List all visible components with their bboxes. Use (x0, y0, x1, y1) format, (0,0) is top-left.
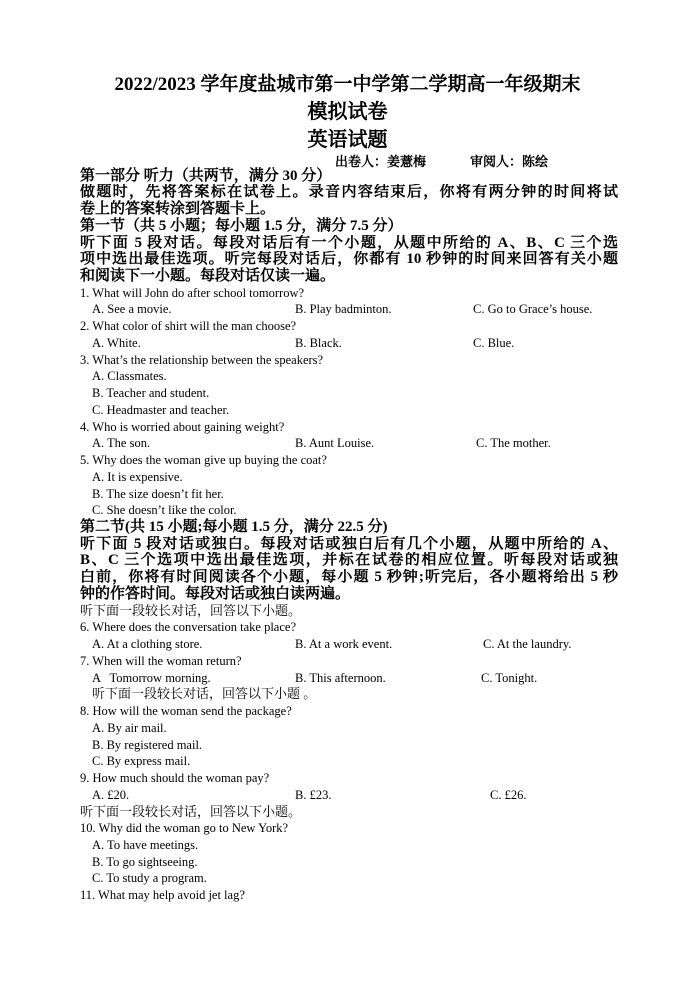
exam-subject: 英语试题 (307, 129, 388, 151)
question-stem: 7. When will the woman return? (80, 653, 242, 668)
question-options-row (80, 787, 620, 804)
section2-instruction-line: 听下面 5 段对话或独白。每段对话或独白后有几个小题，从题中所给的 A、 (80, 535, 618, 552)
passage-prompt: 听下面一段较长对话，回答以下小题。 (80, 803, 302, 819)
option-c: C. The mother. (476, 436, 551, 451)
exam-title-line2: 模拟试卷 (307, 101, 388, 123)
option-b: B. £23. (295, 787, 332, 802)
exam-title-line1: 2022/2023 学年度盐城市第一中学第二学期高一年级期末 (114, 74, 581, 95)
option-a: A Tomorrow morning. (92, 670, 211, 685)
question-options-row (80, 670, 620, 687)
option-b: B. Aunt Louise. (295, 436, 375, 451)
option-a: A. White. (92, 335, 141, 350)
option-b: B. At a work event. (295, 637, 393, 652)
option-c: C. To study a program. (92, 871, 207, 886)
question-stem: 3. What’s the relationship between the speakers? (80, 352, 324, 367)
option-a: A. By air mail. (92, 720, 167, 735)
question-stem: 11. What may help avoid jet lag? (80, 888, 245, 903)
section2-instruction-line: B、C 三个选项中选出最佳选项，并标在试卷的相应位置。听每段对话或独 (80, 552, 618, 569)
option-c: C. By express mail. (92, 754, 191, 769)
question-stem: 9. How much should the woman pay? (80, 771, 270, 786)
option-b: B. Play badminton. (295, 302, 392, 317)
option-c: C. At the laundry. (483, 637, 572, 652)
question-stem: 2. What color of shirt will the man choose? (80, 319, 297, 334)
option-a: A. The son. (92, 436, 151, 451)
option-b: B. Teacher and student. (92, 386, 210, 401)
option-c: C. She doesn’t like the color. (92, 503, 237, 518)
section2-instruction-line: 白前，你将有时间阅读各个小题，每小题 5 秒钟;听完后，各小题将给出 5 秒 (80, 569, 618, 586)
option-c: C. Go to Grace’s house. (473, 302, 593, 317)
option-a: A. £20. (92, 787, 130, 802)
option-b: B. To go sightseeing. (92, 854, 198, 869)
question-options-row (80, 335, 620, 352)
section1-instruction-line: 项中选出最佳选项。听完每段对话后，你都有 10 秒钟的时间来回答有关小题 (80, 251, 618, 268)
passage-prompt: 听下面一段较长对话，回答以下小题 。 (92, 686, 317, 702)
option-a: A. At a clothing store. (92, 637, 203, 652)
passage-prompt: 听下面一段较长对话，回答以下小题。 (80, 602, 302, 618)
section1-instruction-line: 和阅读下一小题。每段对话仅读一遍。 (80, 268, 336, 284)
question-stem: 6. Where does the conversation take place? (80, 620, 296, 635)
question-options-row (80, 301, 620, 318)
question-stem: 5. Why does the woman give up buying the coat? (80, 453, 327, 468)
option-a: A. To have meetings. (92, 837, 199, 852)
option-b: B. This afternoon. (295, 670, 386, 685)
question-stem: 8. How will the woman send the package? (80, 704, 292, 719)
exam-author: 出卷人：姜薏梅 (335, 154, 427, 169)
option-b: B. Black. (295, 335, 342, 350)
option-c: C. Blue. (473, 335, 515, 350)
question-stem: 1. What will John do after school tomorrow? (80, 285, 305, 300)
option-a: A. It is expensive. (92, 469, 183, 484)
section2-heading: 第二节(共 15 小题;每小题 1.5 分，满分 22.5 分) (80, 519, 388, 536)
exam-reviewer: 审阅人：陈绘 (470, 154, 549, 169)
option-a: A. See a movie. (92, 302, 172, 317)
exam-content (80, 168, 620, 904)
part1-instruction-line: 做题时，先将答案标在试卷上。录音内容结束后，你将有两分钟的时间将试 (80, 184, 618, 201)
section1-instruction-line: 听下面 5 段对话。每段对话后有一个小题，从题中所给的 A、B、C 三个选 (80, 234, 618, 251)
question-stem: 4. Who is worried about gaining weight? (80, 419, 285, 434)
part1-instruction-line: 卷上的答案转涂到答题卡上。 (80, 201, 276, 218)
question-options-row (80, 636, 620, 653)
option-c: C. Tonight. (481, 670, 538, 685)
question-stem: 10. Why did the woman go to New York? (80, 821, 289, 836)
option-c: C. £26. (490, 787, 527, 802)
part1-heading: 第一部分 听力（共两节，满分 30 分） (80, 167, 332, 184)
option-a: A. Classmates. (92, 369, 167, 384)
option-c: C. Headmaster and teacher. (92, 402, 230, 417)
question-options-row (80, 435, 620, 452)
option-b: B. By registered mail. (92, 737, 203, 752)
section1-heading: 第一节（共 5 小题；每小题 1.5 分，满分 7.5 分） (80, 217, 403, 234)
option-b: B. The size doesn’t fit her. (92, 486, 224, 501)
section2-instruction-line: 钟的作答时间。每段对话或独白读两遍。 (80, 585, 351, 602)
